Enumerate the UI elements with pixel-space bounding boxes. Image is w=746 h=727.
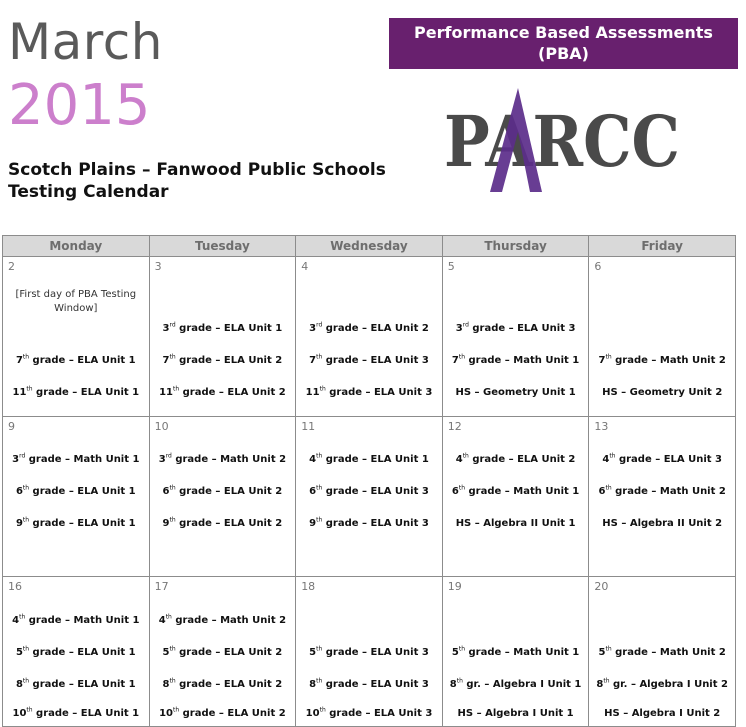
weekday-header-row: [3, 236, 736, 257]
week-row: [3, 417, 736, 577]
test-event: 4th grade – ELA Unit 1: [309, 452, 429, 465]
ordinal-suffix: th: [22, 353, 30, 361]
test-event: 11th grade – ELA Unit 1: [12, 385, 140, 398]
parcc-logo-text: PARCC: [444, 100, 680, 183]
ordinal-suffix: rd: [19, 452, 26, 460]
test-event: HS – Algebra I Unit 2: [604, 708, 721, 719]
test-event: 6th grade – Math Unit 1: [451, 484, 580, 497]
day-cell: [589, 577, 736, 727]
ordinal-suffix: rd: [462, 321, 469, 329]
day-cell: [442, 417, 589, 577]
ordinal-suffix: th: [609, 452, 616, 460]
test-event: 6th grade – Math Unit 2: [598, 484, 726, 497]
day-number: 11: [301, 420, 316, 433]
ordinal-suffix: th: [165, 613, 172, 621]
ordinal-suffix: th: [169, 353, 176, 361]
day-number: 9: [8, 420, 15, 433]
ordinal-suffix: th: [316, 452, 323, 460]
test-event: 11th grade – ELA Unit 3: [305, 385, 433, 398]
day-number: 20: [594, 580, 609, 593]
test-event: 8th gr. – Algebra I Unit 1: [449, 677, 582, 690]
test-event: 7th grade – ELA Unit 3: [309, 353, 429, 366]
ordinal-suffix: th: [605, 353, 612, 361]
test-event: 8th grade – ELA Unit 3: [309, 677, 429, 690]
day-cell: [589, 417, 736, 577]
ordinal-suffix: th: [319, 385, 326, 393]
ordinal-suffix: th: [19, 613, 26, 621]
weekday-header: Monday: [3, 236, 150, 257]
test-event: 5th grade – ELA Unit 2: [162, 645, 283, 658]
ordinal-suffix: th: [316, 484, 323, 492]
test-event: 3rd grade – Math Unit 2: [158, 452, 287, 465]
test-event: 5th grade – Math Unit 1: [451, 645, 580, 658]
calendar-subtitle: Testing Calendar: [8, 182, 169, 202]
weekday-header: Tuesday: [149, 236, 296, 257]
banner-subtitle: (PBA): [538, 44, 589, 63]
ordinal-suffix: rd: [165, 452, 172, 460]
test-event: 8th gr. – Algebra I Unit 2: [596, 677, 728, 690]
ordinal-suffix: th: [169, 484, 176, 492]
ordinal-suffix: th: [458, 645, 466, 653]
test-event: 5th grade – ELA Unit 3: [309, 645, 429, 658]
test-event: 10th grade – ELA Unit 2: [159, 706, 286, 719]
district-name: Scotch Plains – Fanwood Public Schools: [8, 160, 386, 180]
test-event: 7th grade – ELA Unit 2: [162, 353, 283, 366]
ordinal-suffix: th: [316, 677, 323, 685]
day-cell: [3, 577, 150, 727]
test-event: HS – Algebra II Unit 1: [455, 518, 576, 529]
test-event: 9th grade – ELA Unit 3: [309, 516, 429, 529]
day-number: 19: [447, 580, 462, 593]
day-cell: [149, 257, 296, 417]
ordinal-suffix: th: [22, 516, 30, 524]
day-number: 16: [8, 580, 22, 593]
ordinal-suffix: th: [26, 706, 33, 714]
ordinal-suffix: th: [173, 385, 180, 393]
day-cell: [296, 257, 443, 417]
day-number: 4: [301, 260, 309, 273]
test-event: 10th grade – ELA Unit 1: [12, 706, 140, 719]
testing-calendar: [2, 235, 736, 727]
test-event: 4th grade – Math Unit 2: [158, 613, 287, 626]
weekday-header: Thursday: [442, 236, 589, 257]
test-event: 4th grade – ELA Unit 2: [455, 452, 576, 465]
test-event: 5th grade – ELA Unit 1: [15, 645, 136, 658]
test-event: 9th grade – ELA Unit 1: [15, 516, 136, 529]
day-cell: [149, 417, 296, 577]
test-event: 3rd grade – Math Unit 1: [12, 452, 140, 465]
day-cell: [3, 417, 150, 577]
test-event: 8th grade – ELA Unit 1: [15, 677, 136, 690]
test-event: HS – Geometry Unit 2: [602, 387, 723, 398]
test-event: 4th grade – ELA Unit 3: [602, 452, 723, 465]
day-number: 17: [154, 580, 169, 593]
test-event: 11th grade – ELA Unit 2: [159, 385, 286, 398]
parcc-logo: [438, 80, 688, 200]
month-title: March: [8, 13, 163, 71]
day-cell: [296, 417, 443, 577]
day-number: 5: [447, 260, 455, 273]
ordinal-suffix: th: [458, 353, 466, 361]
test-event: 7th grade – ELA Unit 1: [15, 353, 136, 366]
test-event: 6th grade – ELA Unit 1: [15, 484, 136, 497]
ordinal-suffix: rd: [316, 321, 323, 329]
test-event: 7th grade – Math Unit 2: [598, 353, 726, 366]
ordinal-suffix: th: [319, 706, 326, 714]
test-event: 9th grade – ELA Unit 2: [162, 516, 283, 529]
ordinal-suffix: th: [169, 516, 176, 524]
year-title: 2015: [8, 73, 151, 138]
ordinal-suffix: rd: [169, 321, 176, 329]
test-event: 6th grade – ELA Unit 2: [162, 484, 283, 497]
day-number: 2: [8, 260, 15, 273]
ordinal-suffix: th: [316, 353, 323, 361]
day-cell: [3, 257, 150, 417]
test-event: 4th grade – Math Unit 1: [12, 613, 140, 626]
ordinal-suffix: th: [169, 677, 176, 685]
ordinal-suffix: th: [603, 677, 610, 685]
test-event: 3rd grade – ELA Unit 1: [162, 321, 283, 334]
test-event: 7th grade – Math Unit 1: [451, 353, 580, 366]
week-row: [3, 257, 736, 417]
ordinal-suffix: th: [605, 645, 612, 653]
day-number: 13: [594, 420, 609, 433]
ordinal-suffix: th: [173, 706, 180, 714]
ordinal-suffix: th: [22, 645, 30, 653]
day-cell: [589, 257, 736, 417]
ordinal-suffix: th: [605, 484, 612, 492]
day-cell: [149, 577, 296, 727]
test-event: 8th grade – ELA Unit 2: [162, 677, 283, 690]
day-cell: [442, 257, 589, 417]
test-event: 6th grade – ELA Unit 3: [309, 484, 429, 497]
test-event: 5th grade – Math Unit 2: [598, 645, 726, 658]
test-event: HS – Algebra I Unit 1: [457, 708, 574, 719]
ordinal-suffix: th: [462, 452, 469, 460]
test-event: HS – Geometry Unit 1: [455, 387, 576, 398]
test-event: 3rd grade – ELA Unit 2: [309, 321, 429, 334]
test-event: 3rd grade – ELA Unit 3: [455, 321, 576, 334]
weekday-header: Wednesday: [296, 236, 443, 257]
district-title: [8, 159, 386, 203]
ordinal-suffix: th: [169, 645, 176, 653]
ordinal-suffix: th: [456, 677, 463, 685]
ordinal-suffix: th: [26, 385, 33, 393]
day-number: 6: [594, 260, 602, 273]
banner-title: Performance Based Assessments: [414, 23, 713, 42]
day-note: [First day of PBA Testing Window]: [15, 289, 137, 314]
day-cell: [442, 577, 589, 727]
pba-banner: [389, 18, 738, 69]
day-number: 18: [301, 580, 316, 593]
test-event: 10th grade – ELA Unit 3: [305, 706, 433, 719]
ordinal-suffix: th: [316, 516, 323, 524]
day-number: 10: [154, 420, 169, 433]
ordinal-suffix: th: [22, 484, 30, 492]
ordinal-suffix: th: [22, 677, 30, 685]
day-number: 12: [447, 420, 462, 433]
weekday-header: Friday: [589, 236, 736, 257]
week-row: [3, 577, 736, 727]
day-cell: [296, 577, 443, 727]
ordinal-suffix: th: [316, 645, 323, 653]
day-number: 3: [154, 260, 162, 273]
test-event: HS – Algebra II Unit 2: [602, 518, 723, 529]
ordinal-suffix: th: [458, 484, 466, 492]
